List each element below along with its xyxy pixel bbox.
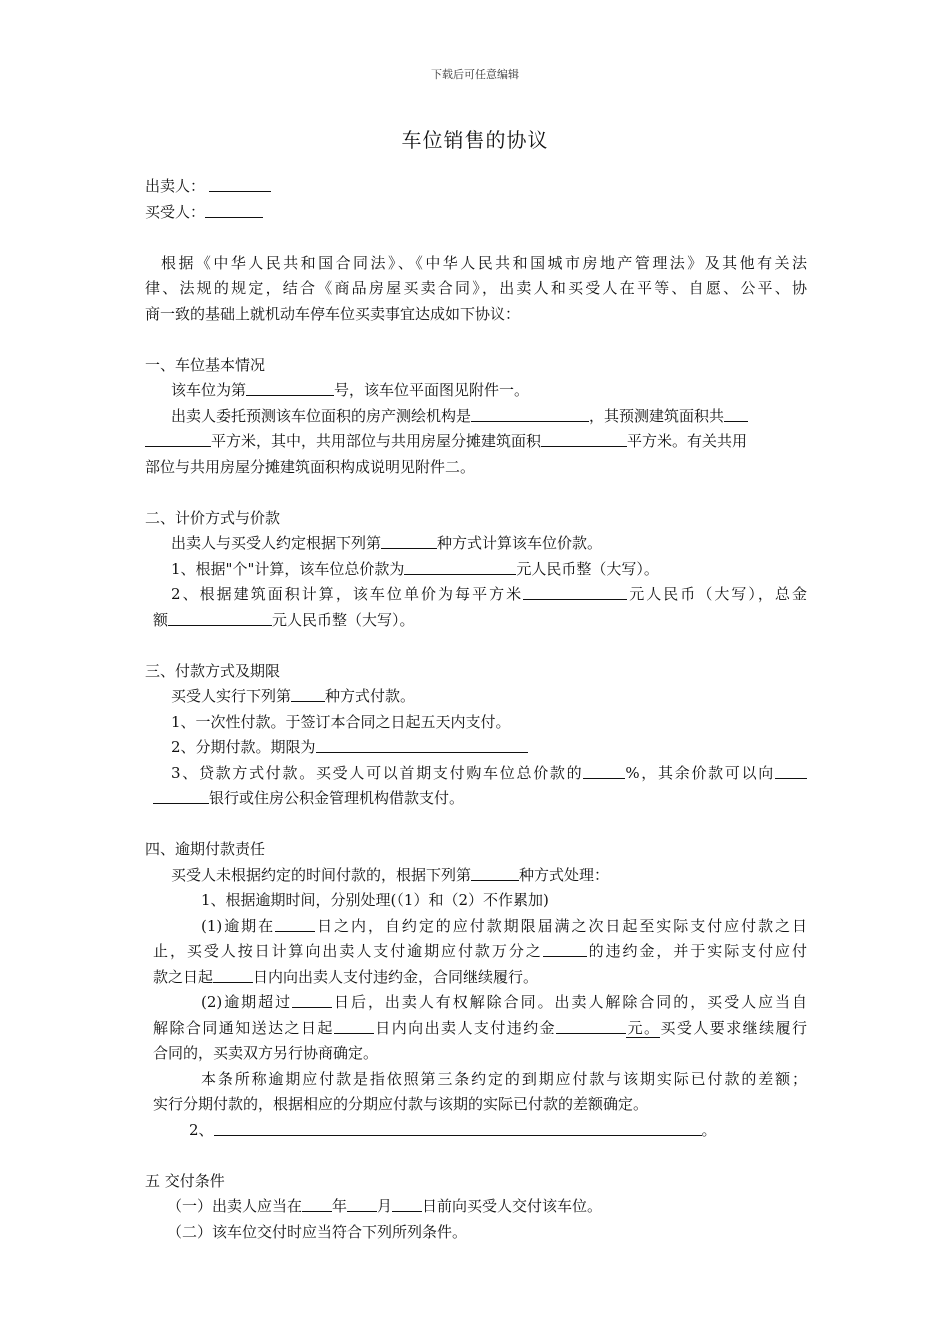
document-title: 车位销售的协议 [401, 128, 549, 152]
s1-line-c: 平方米，其中，共用部位与共用房屋分摊建筑面积 平方米。有关共用 [145, 429, 807, 455]
s5-line-a: （一）出卖人应当在 年 月 日前向买受人交付该车位。 [145, 1194, 807, 1220]
s3-line-d: 3、贷款方式付款。买受人可以首期支付购车位总价款的 %，其余价款可以向 [145, 761, 807, 787]
preamble-line-1: 根据《中华人民共和国合同法》、《中华人民共和国城市房地产管理法》及其他有关法 [161, 253, 807, 272]
s1-line-a: 该车位为第 号，该车位平面图见附件一。 [145, 378, 807, 404]
s4-line-f: (2)逾期超过 日后，出卖人有权解除合同。出卖人解除合同的，买受人应当自 [145, 990, 807, 1016]
s2-line-a: 出卖人与买受人约定根据下列第 种方式计算该车位价款。 [145, 531, 807, 557]
s1-line-b: 出卖人委托预测该车位面积的房产测绘机构是 ，其预测建筑面积共 [145, 404, 807, 430]
document-body [145, 174, 807, 1245]
s4-line-a: 买受人未根据约定的时间付款的，根据下列第 种方式处理： [145, 863, 807, 889]
section-2-heading: 二、计价方式与价款 [145, 508, 281, 527]
s3-line-a: 买受人实行下列第 种方式付款。 [145, 684, 807, 710]
s1-line-d: 部位与共用房屋分摊建筑面积构成说明见附件二。 [145, 457, 476, 476]
preamble-line-2: 律、法规的规定，结合《商品房屋买卖合同》，出卖人和买受人在平等、自愿、公平、协 [145, 279, 807, 297]
section-4-heading: 四、逾期付款责任 [145, 840, 266, 858]
s4-line-c: (1)逾期在 日之内，自约定的应付款期限届满之次日起至实际支付应付款之日 [145, 914, 807, 940]
s4-line-k: 2、 。 [145, 1118, 807, 1144]
seller-line [145, 174, 807, 200]
s3-line-b: 1、一次性付款。于签订本合同之日起五天内支付。 [171, 712, 511, 731]
s4-line-g: 解除合同通知送达之日起 日内向出卖人支付违约金 元。买受人要求继续履行 [145, 1016, 807, 1042]
page-header: 下载后可任意编辑 [431, 68, 519, 81]
buyer-label: 买受人： [145, 202, 206, 221]
section-3-heading: 三、付款方式及期限 [145, 661, 281, 680]
s4-line-j: 实行分期付款的，根据相应的分期应付款与该期的实际已付款的差额确定。 [153, 1095, 649, 1113]
s2-line-b: 1、根据"个"计算，该车位总价款为 元人民币整（大写）。 [145, 557, 807, 583]
preamble-line-3: 商一致的基础上就机动车停车位买卖事宜达成如下协议： [145, 304, 521, 323]
section-5-heading: 五 交付条件 [145, 1171, 225, 1190]
buyer-line [145, 200, 807, 226]
buyer-blank [205, 200, 263, 218]
s5-line-b: （二）该车位交付时应当符合下列所列条件。 [167, 1222, 468, 1241]
seller-blank [209, 174, 271, 192]
s1-area-blank [145, 429, 211, 447]
s2-line-d: 额 元人民币整（大写）。 [145, 608, 807, 634]
s4-line-b: 1、根据逾期时间，分别处理(（1）和（2）不作累加) [201, 891, 549, 909]
s4-line-h: 合同的，买卖双方另行协商确定。 [153, 1044, 379, 1062]
s4-line-i: 本条所称逾期应付款是指依照第三条约定的到期应付款与该期实际已付款的差额； [201, 1069, 807, 1088]
s1-space-number-blank [246, 378, 334, 396]
seller-label: 出卖人： [145, 177, 206, 195]
s3-line-e: 银行或住房公积金管理机构借款支付。 [145, 786, 807, 812]
s3-line-c: 2、分期付款。期限为 [145, 735, 807, 761]
s4-line-e: 款之日起 日内向出卖人支付违约金，合同继续履行。 [145, 965, 807, 991]
s2-line-c: 2、根据建筑面积计算，该车位单价为每平方米 元人民币（大写），总金 [145, 582, 807, 608]
section-1-heading: 一、车位基本情况 [145, 355, 266, 374]
s1-shared-area-blank [541, 429, 627, 447]
s1-surveyor-blank [471, 404, 589, 422]
s4-line-d: 止，买受人按日计算向出卖人支付逾期应付款万分之 的违约金，并于实际支付应付 [145, 939, 807, 965]
